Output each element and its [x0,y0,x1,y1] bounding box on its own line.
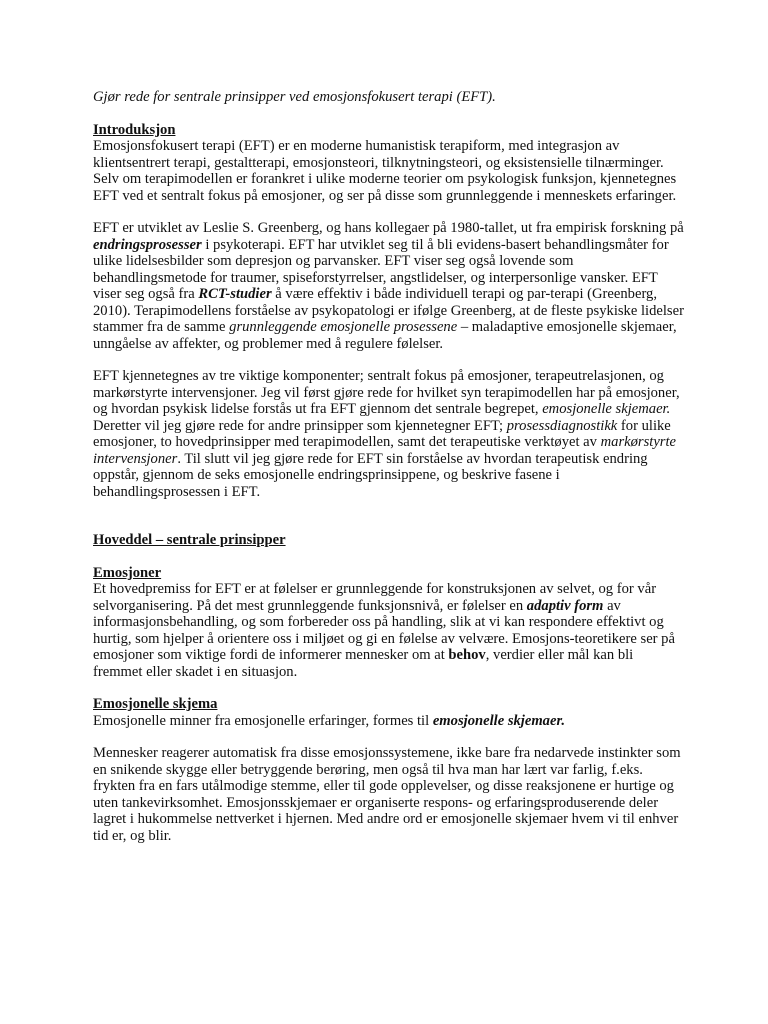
intro-paragraph-2 [93,220,685,352]
text: Emosjonelle minner fra emosjonelle erfaringer, formes til [93,712,433,729]
emphasis-adaptiv-form: adaptiv form [526,597,604,614]
emphasis-emosjonelle-skjemaer: emosjonelle skjemaer. [542,401,671,417]
heading-introduksjon: Introduksjon [93,121,176,138]
emphasis-grunnleggende-prosessene: grunnleggende emosjonelle prosessene [229,319,458,335]
schemas-paragraph-1 [93,713,685,730]
spacer [93,516,685,532]
text: – maladaptive emosjonelle skjemaer, unngåelse av affekter, og problemer med å regulere følelser. [93,319,677,352]
heading-emosjoner: Emosjoner [93,564,162,581]
intro-paragraph-1: Emosjonsfokusert terapi (EFT) er en moderne humanistisk terapiform, med integrasjon av klientsentrert terapi, gestaltterapi, emosjonsteori, tilknytningsteori, og eksistensielle tilnærminger. Selv om terapimodellen er forankret i ulike moderne teorier om psykologisk funksjon, kjennetegnes EFT ved et sentralt fokus på emosjoner, og ser på disse som grunnleggende i menneskets erfaringer. [93,138,677,204]
assignment-question: Gjør rede for sentrale prinsipper ved emosjonsfokusert terapi (EFT). [93,89,496,105]
text: , verdier eller mål kan bli fremmet eller skadet i en situasjon. [93,647,634,680]
text: Deretter vil jeg gjøre rede for andre prinsipper som kjennetegner EFT; [93,417,507,434]
text: EFT kjennetegnes av tre viktige komponenter; sentralt fokus på emosjoner, terapeutrelasjonen, og markørstyrte intervensjoner. Jeg vil først gjøre rede for hvilket syn terapimodellen har på emosjoner, og hvordan psykisk lidelse forstås ut fra EFT gjennom det sentrale begrepet, [93,368,680,417]
heading-emosjonelle-skjema: Emosjonelle skjema [93,696,218,712]
text: for ulike emosjoner, to hovedprinsipper med terapimodellen, samt det terapeutiske verktøyet av [93,417,671,450]
text: å være effektiv i både individuell terapi og par-terapi (Greenberg, 2010). Terapimodellens forståelse av psykopatologi er ifølge Greenberg, at de fleste psykiske lidelser stammer fra de samme [93,286,684,335]
emphasis-prosessdiagnostikk: prosessdiagnostikk [506,417,618,434]
text: av informasjonsbehandling, og som forbereder oss på handling, slik at vi kan respondere effektivt og hurtig, som hjelper å orientere oss i miljøet og gi en følelse av velvære. Emosjons-teoretikere ser på emosjoner som viktige fordi de informerer mennesker om at [93,597,675,663]
document-body [93,89,685,860]
text: EFT er utviklet av Leslie S. Greenberg, og hans kollegaer på 1980-tallet, ut fra empirisk forskning på [93,220,684,236]
schemas-paragraph-2: Mennesker reagerer automatisk fra disse emosjonssystemene, ikke bare fra nedarvede instinkter som en snikende skygge eller betryggende berøring, men også til hva man har lært var farlig, f.eks. frykten fra en fars utålmodige stemme, eller til gode opplevelser, og disse reaksjonene er hurtige og uten tankevirksomhet. Emosjonsskjemaer er organiserte respons- og erfaringsproduserende deler lagret i hukommelse nettverket i hjernen. Med andre ord er emosjonelle skjemaer hvem vi til enhver tid er, og blir. [93,745,681,844]
emphasis-markorstyrte-intervensjoner: markørstyrte intervensjoner [93,434,677,467]
emphasis-behov: behov [448,647,486,663]
intro-paragraph-3 [93,368,685,500]
emphasis-rct-studier: RCT-studier [198,286,272,302]
emphasis-emosjonelle-skjemaer-def: emosjonelle skjemaer. [432,712,565,729]
text: Et hovedpremiss for EFT er at følelser er grunnleggende for konstruksjonen av selvet, og for vår selvorganisering. På det mest grunnleggende funksjonsnivå, er følelser en [93,581,657,614]
text: i psykoterapi. EFT har utviklet seg til å bli evidens-basert behandlingsmåter for ulike lidelsesbilder som depresjon og parvansker. EFT viser seg også lovende som behandlingsmetode for traumer, spiseforstyrrelser, angstlidelser, og interpersonlige vansker. EFT viser seg også fra [93,236,669,302]
emotions-paragraph [93,581,685,680]
emphasis-endringsprosesser: endringsprosesser [93,236,202,253]
text: . Til slutt vil jeg gjøre rede for EFT sin forståelse av hvordan terapeutisk endring oppstår, gjennom de seks emosjonelle endringsprinsippene, og beskrive fasene i behandlingsprosessen i EFT. [93,450,648,500]
heading-hoveddel: Hoveddel – sentrale prinsipper [93,532,286,548]
